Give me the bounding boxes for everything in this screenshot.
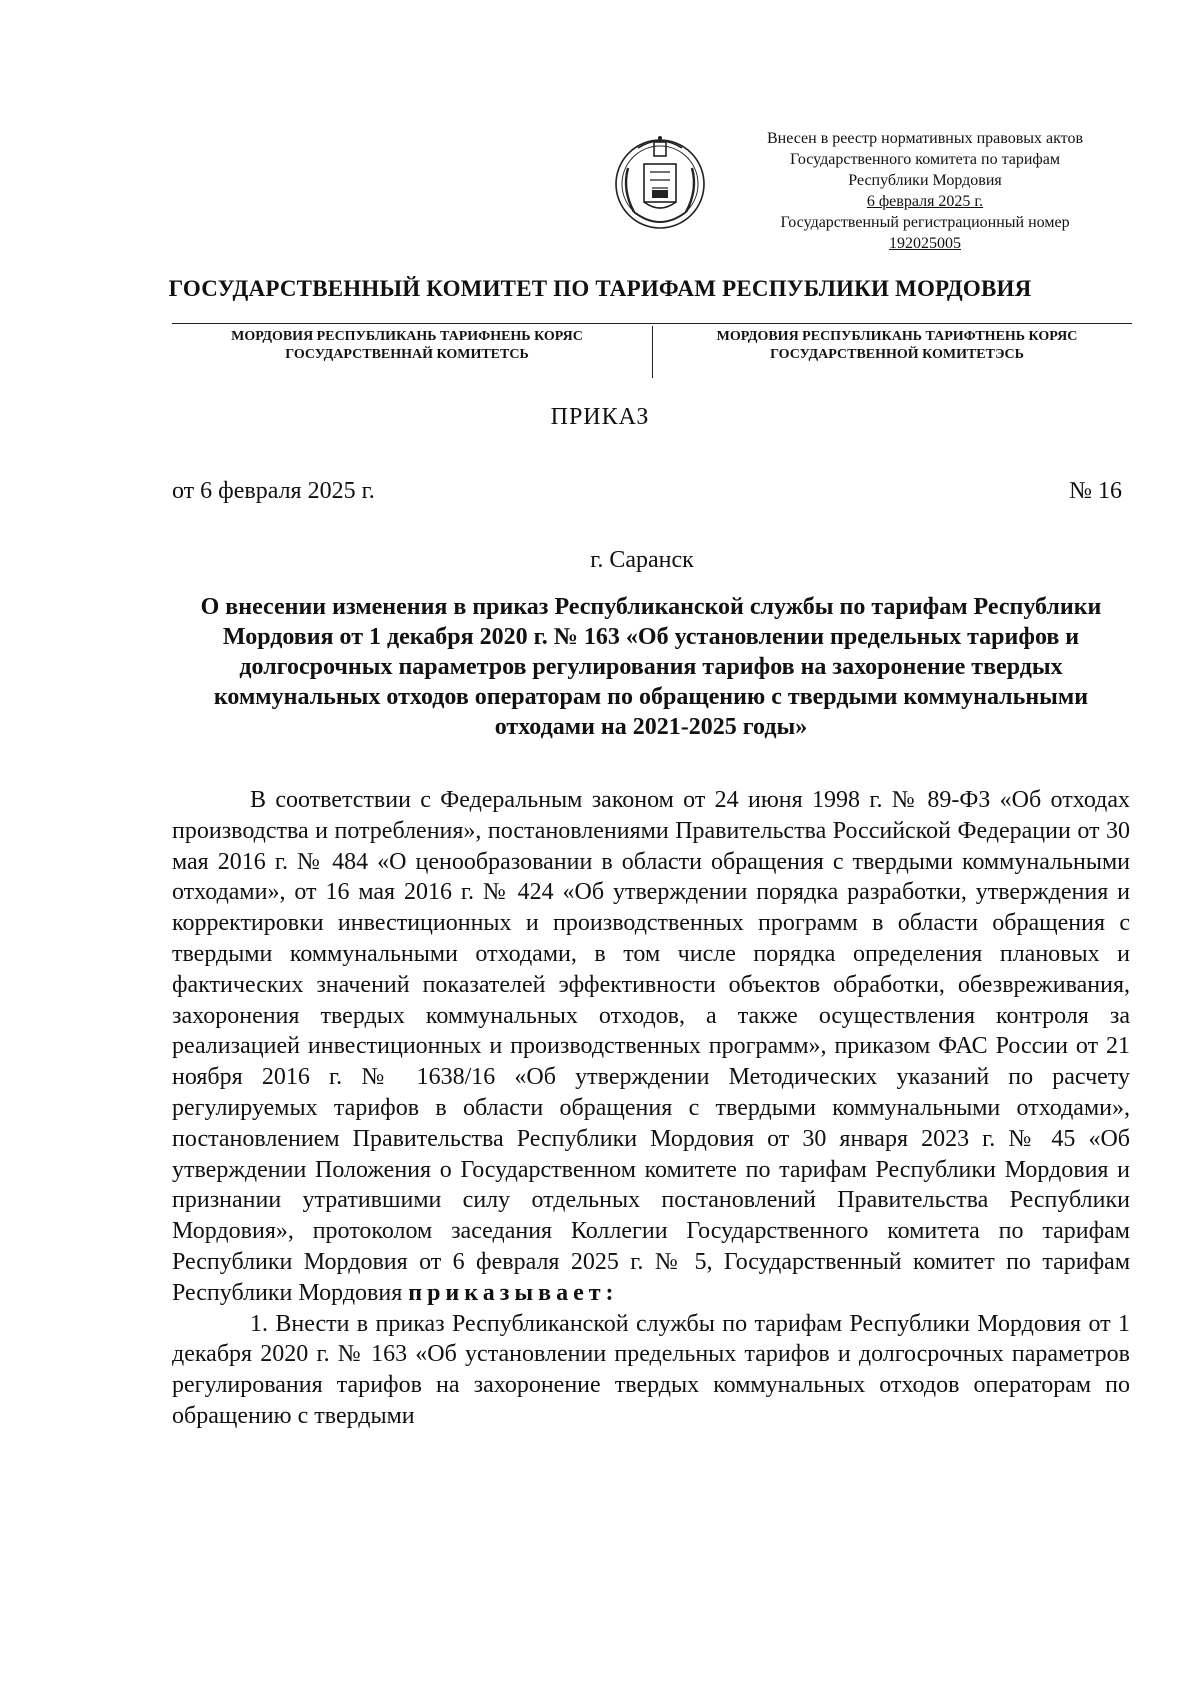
document-body bbox=[172, 785, 1130, 1432]
decree-word: приказывает: bbox=[408, 1279, 619, 1306]
order-date: от 6 февраля 2025 г. bbox=[172, 478, 375, 504]
subtitle-line: ГОСУДАРСТВЕННАЙ КОМИТЕТСЬ bbox=[285, 347, 529, 362]
registry-line: Государственный регистрационный номер bbox=[780, 214, 1070, 231]
header-vertical-divider bbox=[652, 326, 653, 378]
document-type: ПРИКАЗ bbox=[550, 404, 650, 430]
order-city: г. Саранск bbox=[590, 547, 694, 573]
committee-name: ГОСУДАРСТВЕННЫЙ КОМИТЕТ ПО ТАРИФАМ РЕСПУБЛИКИ МОРДОВИЯ bbox=[168, 276, 1032, 301]
subtitle-line: ГОСУДАРСТВЕННОЙ КОМИТЕТЭСЬ bbox=[770, 347, 1024, 362]
registry-number: 192025005 bbox=[889, 235, 961, 252]
registry-line: Государственного комитета по тарифам bbox=[789, 151, 1061, 168]
header-subtitles bbox=[172, 326, 1132, 380]
body-paragraph bbox=[172, 785, 1130, 1309]
registry-stamp bbox=[720, 128, 1130, 254]
subtitle-right bbox=[662, 328, 1132, 364]
paragraph-text: В соответствии с Федеральным законом от 24 июня 1998 г. № 89-ФЗ «Об отходах производства и потребления», постановлениями Правительства Российской Федерации от 30 мая 2016 г. № 484 «О ценообразовании в области обращения с твердыми коммунальными отходами», от 16 мая 2016 г. № 424 «Об утверждении порядка разработки, утверждения и корректировки инвестиционных и производственных программ в области обращения с твердыми коммунальными отходами, в том числе порядка определения плановых и фактических значений показателей эффективности объектов обработки, обезвреживания, захоронения твердых коммунальных отходов, а также осуществления контроля за реализацией инвестиционных и производственных программ», приказом ФАС России от 21 ноября 2016 г. № 1638/16 «Об утверждении Методических указаний по расчету регулируемых тарифов в области обращения с твердыми коммунальными отходами», постановлением Правительства Республики Мордовия от 30 января 2023 г. № 45 «Об утверждении Положения о Государственном комитете по тарифам Республики Мордовия и признании утратившими силу отдельных постановлений Правительства Республики Мордовия», протоколом заседания Коллегии Государственного комитета по тарифам Республики Мордовия от 6 февраля 2025 г. № 5, Государственный комитет по тарифам Республики Мордовия bbox=[172, 787, 1130, 1306]
subtitle-left bbox=[172, 328, 642, 364]
body-paragraph: 1. Внести в приказ Республиканской службы по тарифам Республики Мордовия от 1 декабря 2020 г. № 163 «Об установлении предельных тарифов и долгосрочных параметров регулирования тарифов на захоронение твердых коммунальных отходов операторам по обращению с твердыми bbox=[172, 1310, 1130, 1429]
order-number: № 16 bbox=[1069, 478, 1122, 504]
registry-line: Внесен в реестр нормативных правовых актов bbox=[767, 130, 1083, 147]
document-title: О внесении изменения в приказ Республиканской службы по тарифам Республики Мордовия от 1 декабря 2020 г. № 163 «Об установлении предельных тарифов и долгосрочных параметров регулирования тарифов на захоронение твердых коммунальных отходов операторам по обращению с твердыми коммунальными отходами на 2021-2025 годы» bbox=[200, 594, 1102, 740]
coat-of-arms-icon bbox=[608, 128, 712, 234]
subtitle-line: МОРДОВИЯ РЕСПУБЛИКАНЬ ТАРИФТНЕНЬ КОРЯС bbox=[716, 329, 1078, 344]
header-divider bbox=[172, 323, 1132, 324]
registry-line: Республики Мордовия bbox=[848, 172, 1002, 189]
subtitle-line: МОРДОВИЯ РЕСПУБЛИКАНЬ ТАРИФНЕНЬ КОРЯС bbox=[231, 329, 583, 344]
registry-date: 6 февраля 2025 г. bbox=[866, 193, 984, 210]
